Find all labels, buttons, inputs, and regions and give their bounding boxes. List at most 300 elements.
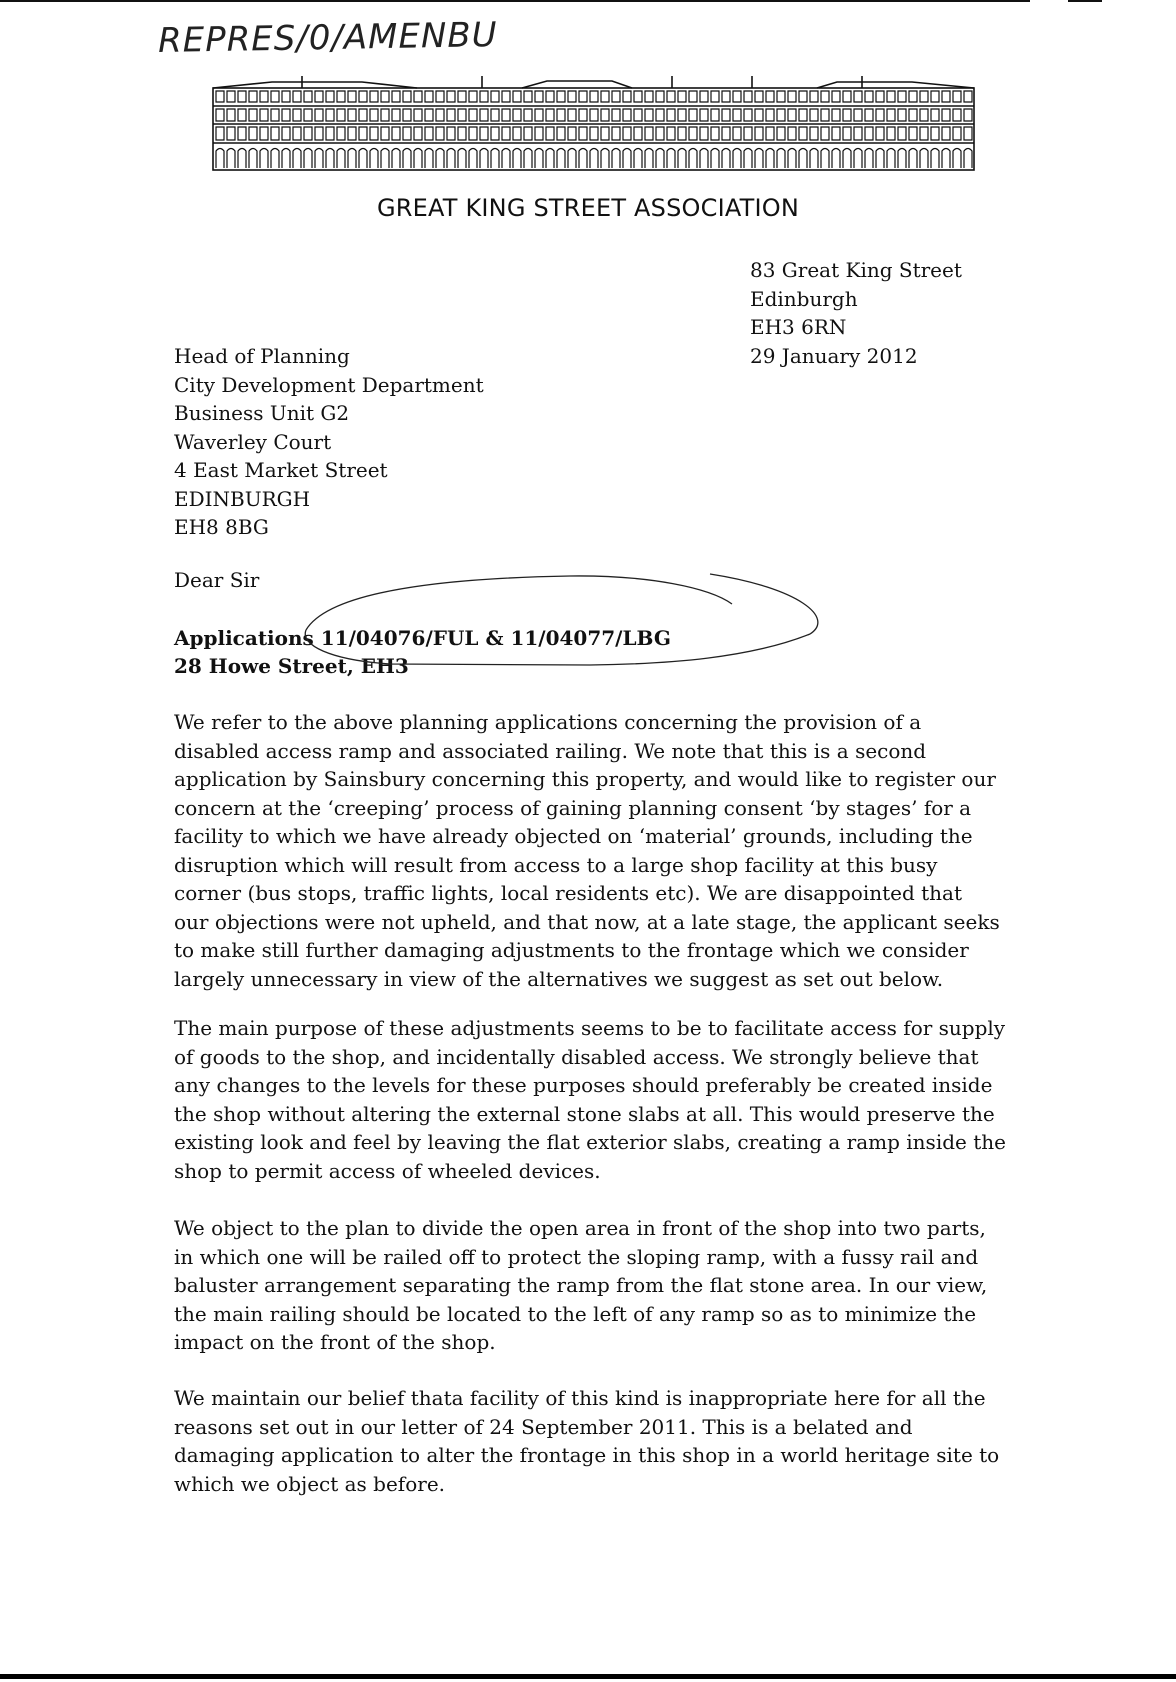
- facade-window: [502, 127, 510, 140]
- facade-window: [821, 109, 829, 121]
- facade-window: [491, 149, 499, 169]
- facade-window: [810, 91, 818, 102]
- facade-window: [260, 91, 268, 102]
- facade-window: [898, 91, 906, 102]
- facade-window: [337, 91, 345, 102]
- facade-window: [249, 109, 257, 121]
- facade-window: [766, 149, 774, 169]
- facade-window: [964, 109, 972, 121]
- facade-window: [667, 109, 675, 121]
- facade-window: [535, 91, 543, 102]
- facade-window: [216, 109, 224, 121]
- facade-window: [590, 149, 598, 169]
- facade-window: [799, 109, 807, 121]
- terrace-facade-illustration: [212, 76, 975, 171]
- facade-window: [227, 149, 235, 169]
- facade-window: [700, 127, 708, 140]
- facade-window: [337, 149, 345, 169]
- paragraph-line: The main purpose of these adjustments seems to be to facilitate access for supply: [174, 1016, 1006, 1040]
- facade-window: [370, 109, 378, 121]
- facade-window: [227, 91, 235, 102]
- facade-window: [359, 149, 367, 169]
- facade-window: [546, 149, 554, 169]
- facade-window: [931, 109, 939, 121]
- facade-window: [964, 149, 972, 169]
- facade-window: [942, 149, 950, 169]
- facade-window: [656, 149, 664, 169]
- facade-window: [304, 127, 312, 140]
- facade-window: [491, 127, 499, 140]
- facade-window: [623, 127, 631, 140]
- facade-window: [381, 91, 389, 102]
- facade-window: [887, 149, 895, 169]
- facade-window: [524, 109, 532, 121]
- paragraph-line: corner (bus stops, traffic lights, local residents etc). We are disappointed that: [174, 881, 963, 905]
- facade-window: [315, 127, 323, 140]
- sender-address-line: Edinburgh: [750, 286, 858, 311]
- facade-window: [678, 109, 686, 121]
- facade-window: [755, 127, 763, 140]
- facade-window: [843, 149, 851, 169]
- facade-window: [315, 91, 323, 102]
- facade-window: [700, 109, 708, 121]
- facade-window: [579, 127, 587, 140]
- paragraph-line: facility to which we have already objected on ‘material’ grounds, including the: [174, 824, 973, 848]
- facade-window: [876, 127, 884, 140]
- facade-window: [293, 91, 301, 102]
- facade-window: [271, 109, 279, 121]
- facade-window: [689, 109, 697, 121]
- facade-window: [216, 149, 224, 169]
- facade-window: [359, 127, 367, 140]
- facade-window: [953, 109, 961, 121]
- facade-window: [953, 149, 961, 169]
- facade-window: [612, 91, 620, 102]
- facade-window: [381, 109, 389, 121]
- facade-window: [788, 149, 796, 169]
- facade-window: [436, 109, 444, 121]
- facade-window: [711, 149, 719, 169]
- facade-window: [447, 127, 455, 140]
- facade-window: [392, 109, 400, 121]
- facade-window: [755, 109, 763, 121]
- facade-window: [964, 91, 972, 102]
- recipient-address-line: EDINBURGH: [174, 486, 311, 511]
- facade-window: [854, 109, 862, 121]
- facade-window: [557, 109, 565, 121]
- facade-window: [337, 127, 345, 140]
- facade-window: [513, 109, 521, 121]
- facade-window: [799, 127, 807, 140]
- facade-window: [447, 149, 455, 169]
- facade-window: [403, 91, 411, 102]
- facade-window: [821, 149, 829, 169]
- paragraph-line: the main railing should be located to the left of any ramp so as to minimize the: [174, 1301, 977, 1326]
- facade-window: [909, 109, 917, 121]
- paragraph-line: the shop without altering the external stone slabs at all. This would preserve the: [174, 1101, 995, 1126]
- facade-window: [876, 109, 884, 121]
- facade-window: [425, 109, 433, 121]
- facade-window: [590, 91, 598, 102]
- facade-window: [249, 91, 257, 102]
- facade-window: [348, 149, 356, 169]
- facade-window: [601, 91, 609, 102]
- top-rule-fragment: [1068, 0, 1102, 2]
- facade-window: [359, 109, 367, 121]
- facade-window: [436, 127, 444, 140]
- facade-window: [238, 127, 246, 140]
- facade-window: [777, 149, 785, 169]
- facade-window: [425, 149, 433, 169]
- facade-window: [733, 91, 741, 102]
- facade-window: [315, 109, 323, 121]
- recipient-address-line: Waverley Court: [174, 429, 332, 454]
- facade-window: [260, 149, 268, 169]
- facade-window: [909, 127, 917, 140]
- facade-window: [249, 127, 257, 140]
- facade-window: [689, 91, 697, 102]
- facade-window: [843, 91, 851, 102]
- letter-date: 29 January 2012: [750, 343, 918, 368]
- facade-window: [744, 91, 752, 102]
- facade-window: [766, 91, 774, 102]
- subject-applications: Applications 11/04076/FUL & 11/04077/LBG: [174, 626, 671, 650]
- facade-window: [370, 149, 378, 169]
- facade-window: [513, 91, 521, 102]
- facade-window: [557, 149, 565, 169]
- body-paragraph: [174, 708, 1014, 993]
- facade-window: [612, 127, 620, 140]
- facade-window: [469, 149, 477, 169]
- facade-window: [293, 109, 301, 121]
- recipient-address-line: EH8 8BG: [174, 515, 269, 539]
- facade-window: [447, 91, 455, 102]
- facade-window: [469, 109, 477, 121]
- facade-window: [876, 149, 884, 169]
- facade-window: [931, 149, 939, 169]
- facade-window: [964, 127, 972, 140]
- facade-window: [381, 149, 389, 169]
- facade-window: [865, 149, 873, 169]
- facade-window: [469, 127, 477, 140]
- facade-window: [689, 149, 697, 169]
- facade-window: [579, 149, 587, 169]
- paragraph-line: reasons set out in our letter of 24 September 2011. This is a belated and: [174, 1414, 913, 1439]
- paragraph-line: of goods to the shop, and incidentally disabled access. We strongly believe that: [174, 1044, 979, 1069]
- facade-window: [942, 127, 950, 140]
- facade-window: [502, 91, 510, 102]
- bottom-rule: [0, 1674, 1176, 1679]
- facade-window: [843, 127, 851, 140]
- facade-window: [623, 149, 631, 169]
- facade-window: [381, 127, 389, 140]
- facade-window: [502, 149, 510, 169]
- facade-window: [513, 127, 521, 140]
- facade-window: [733, 127, 741, 140]
- facade-window: [535, 109, 543, 121]
- facade-window: [920, 149, 928, 169]
- facade-window: [238, 91, 246, 102]
- facade-window: [249, 149, 257, 169]
- facade-window: [865, 109, 873, 121]
- body-paragraph: [174, 1214, 1014, 1357]
- recipient-address: [174, 342, 484, 542]
- facade-window: [238, 149, 246, 169]
- facade-window: [414, 127, 422, 140]
- facade-window: [766, 127, 774, 140]
- facade-window: [293, 149, 301, 169]
- facade-window: [810, 149, 818, 169]
- facade-window: [799, 91, 807, 102]
- handwritten-reference: REPRES/0/AMENBU: [157, 15, 498, 61]
- facade-window: [414, 109, 422, 121]
- facade-window: [601, 127, 609, 140]
- facade-window: [667, 127, 675, 140]
- facade-window: [711, 109, 719, 121]
- facade-window: [722, 91, 730, 102]
- facade-window: [876, 91, 884, 102]
- handwritten-circle-mark: [290, 570, 830, 680]
- facade-window: [216, 127, 224, 140]
- facade-window: [722, 109, 730, 121]
- facade-window: [777, 91, 785, 102]
- facade-window: [788, 109, 796, 121]
- facade-window: [601, 109, 609, 121]
- facade-window: [700, 91, 708, 102]
- facade-window: [348, 91, 356, 102]
- facade-window: [678, 127, 686, 140]
- facade-window: [920, 109, 928, 121]
- facade-window: [271, 149, 279, 169]
- facade-window: [491, 91, 499, 102]
- facade-window: [887, 109, 895, 121]
- paragraph-line: largely unnecessary in view of the alternatives we suggest as set out below.: [174, 966, 944, 991]
- facade-window: [634, 109, 642, 121]
- facade-window: [865, 91, 873, 102]
- facade-window: [359, 91, 367, 102]
- paragraph-line: baluster arrangement separating the ramp from the flat stone area. In our view,: [174, 1273, 988, 1297]
- facade-window: [348, 127, 356, 140]
- facade-window: [414, 91, 422, 102]
- facade-window: [645, 127, 653, 140]
- facade-window: [227, 127, 235, 140]
- facade-window: [425, 127, 433, 140]
- facade-window: [733, 109, 741, 121]
- facade-window: [953, 127, 961, 140]
- facade-window: [238, 109, 246, 121]
- paragraph-line: We object to the plan to divide the open area in front of the shop into two parts,: [174, 1216, 986, 1240]
- facade-window: [656, 109, 664, 121]
- facade-window: [425, 91, 433, 102]
- facade-window: [832, 127, 840, 140]
- paragraph-line: to make still further damaging adjustments to the frontage which we consider: [174, 938, 969, 962]
- facade-window: [865, 127, 873, 140]
- facade-window: [788, 91, 796, 102]
- facade-window: [645, 109, 653, 121]
- facade-window: [282, 91, 290, 102]
- facade-window: [645, 149, 653, 169]
- facade-window: [436, 149, 444, 169]
- facade-window: [755, 149, 763, 169]
- facade-window: [920, 91, 928, 102]
- facade-window: [480, 149, 488, 169]
- facade-window: [832, 149, 840, 169]
- facade-window: [898, 127, 906, 140]
- facade-window: [535, 127, 543, 140]
- facade-window: [623, 91, 631, 102]
- facade-window: [942, 91, 950, 102]
- facade-window: [282, 149, 290, 169]
- facade-window: [293, 127, 301, 140]
- facade-window: [271, 127, 279, 140]
- facade-window: [458, 149, 466, 169]
- recipient-address-line: Head of Planning: [174, 344, 350, 368]
- facade-window: [590, 109, 598, 121]
- top-rule: [0, 0, 1030, 2]
- paragraph-line: application by Sainsbury concerning this property, and would like to register our: [174, 767, 996, 791]
- facade-window: [370, 127, 378, 140]
- facade-window: [898, 109, 906, 121]
- sender-address-line: EH3 6RN: [750, 315, 847, 339]
- facade-window: [722, 149, 730, 169]
- facade-window: [436, 91, 444, 102]
- facade-window: [315, 149, 323, 169]
- facade-window: [887, 91, 895, 102]
- facade-window: [535, 149, 543, 169]
- paragraph-line: disruption which will result from access to a large shop facility at this busy: [174, 852, 938, 877]
- facade-window: [568, 109, 576, 121]
- facade-window: [887, 127, 895, 140]
- paragraph-line: existing look and feel by leaving the flat exterior slabs, creating a ramp inside the: [174, 1130, 1006, 1154]
- facade-window: [458, 91, 466, 102]
- organisation-name: GREAT KING STREET ASSOCIATION: [376, 194, 799, 222]
- paragraph-line: concern at the ‘creeping’ process of gaining planning consent ‘by stages’ for a: [174, 795, 972, 820]
- paragraph-line: damaging application to alter the frontage in this shop in a world heritage site to: [174, 1443, 1000, 1467]
- facade-window: [623, 109, 631, 121]
- facade-window: [568, 127, 576, 140]
- facade-window: [227, 109, 235, 121]
- facade-window: [348, 109, 356, 121]
- facade-window: [392, 91, 400, 102]
- facade-window: [557, 127, 565, 140]
- paragraph-line: impact on the front of the shop.: [174, 1330, 496, 1354]
- facade-window: [733, 149, 741, 169]
- facade-window: [491, 109, 499, 121]
- facade-window: [843, 109, 851, 121]
- facade-window: [931, 127, 939, 140]
- facade-window: [854, 149, 862, 169]
- facade-window: [656, 91, 664, 102]
- facade-window: [447, 109, 455, 121]
- facade-window: [403, 149, 411, 169]
- facade-window: [788, 127, 796, 140]
- facade-window: [678, 149, 686, 169]
- facade-window: [304, 109, 312, 121]
- subject-address: 28 Howe Street, EH3: [174, 654, 409, 678]
- facade-window: [832, 91, 840, 102]
- facade-window: [634, 149, 642, 169]
- facade-window: [480, 127, 488, 140]
- facade-window: [271, 91, 279, 102]
- facade-window: [326, 127, 334, 140]
- facade-window: [909, 149, 917, 169]
- facade-window: [546, 127, 554, 140]
- paragraph-line: our objections were not upheld, and that now, at a late stage, the applicant seeks: [174, 909, 1000, 934]
- facade-window: [326, 91, 334, 102]
- facade-window: [524, 127, 532, 140]
- facade-window: [337, 109, 345, 121]
- facade-window: [810, 127, 818, 140]
- facade-window: [810, 109, 818, 121]
- facade-window: [700, 149, 708, 169]
- facade-window: [799, 149, 807, 169]
- facade-window: [579, 91, 587, 102]
- facade-window: [711, 91, 719, 102]
- facade-window: [634, 127, 642, 140]
- facade-window: [612, 149, 620, 169]
- facade-window: [546, 109, 554, 121]
- body-paragraph: [174, 1384, 1014, 1498]
- facade-window: [392, 127, 400, 140]
- recipient-address-line: Business Unit G2: [174, 401, 350, 425]
- facade-window: [403, 127, 411, 140]
- facade-window: [524, 91, 532, 102]
- facade-window: [821, 91, 829, 102]
- facade-window: [689, 127, 697, 140]
- recipient-address-line: 4 East Market Street: [174, 458, 388, 482]
- facade-window: [656, 127, 664, 140]
- facade-window: [667, 149, 675, 169]
- facade-window: [590, 127, 598, 140]
- facade-window: [513, 149, 521, 169]
- facade-window: [953, 91, 961, 102]
- facade-window: [920, 127, 928, 140]
- facade-window: [634, 91, 642, 102]
- facade-window: [579, 109, 587, 121]
- facade-window: [524, 149, 532, 169]
- facade-window: [744, 127, 752, 140]
- facade-window: [216, 91, 224, 102]
- facade-window: [766, 109, 774, 121]
- paragraph-line: any changes to the levels for these purposes should preferably be created inside: [174, 1073, 993, 1097]
- facade-window: [458, 127, 466, 140]
- facade-window: [392, 149, 400, 169]
- facade-window: [260, 109, 268, 121]
- facade-window: [414, 149, 422, 169]
- facade-window: [282, 127, 290, 140]
- facade-window: [612, 109, 620, 121]
- facade-window: [744, 149, 752, 169]
- facade-window: [667, 91, 675, 102]
- facade-window: [645, 91, 653, 102]
- paragraph-line: in which one will be railed off to protect the sloping ramp, with a fussy rail and: [174, 1244, 979, 1269]
- recipient-address-line: City Development Department: [174, 372, 484, 397]
- paragraph-line: We refer to the above planning applications concerning the provision of a: [174, 710, 922, 734]
- facade-window: [403, 109, 411, 121]
- salutation: Dear Sir: [174, 568, 260, 592]
- facade-window: [777, 127, 785, 140]
- facade-window: [711, 127, 719, 140]
- facade-window: [469, 91, 477, 102]
- facade-window: [568, 149, 576, 169]
- facade-window: [722, 127, 730, 140]
- facade-window: [854, 91, 862, 102]
- facade-window: [678, 91, 686, 102]
- facade-window: [326, 149, 334, 169]
- paragraph-line: We maintain our belief thata facility of this kind is inappropriate here for all the: [174, 1386, 986, 1410]
- facade-window: [601, 149, 609, 169]
- facade-window: [931, 91, 939, 102]
